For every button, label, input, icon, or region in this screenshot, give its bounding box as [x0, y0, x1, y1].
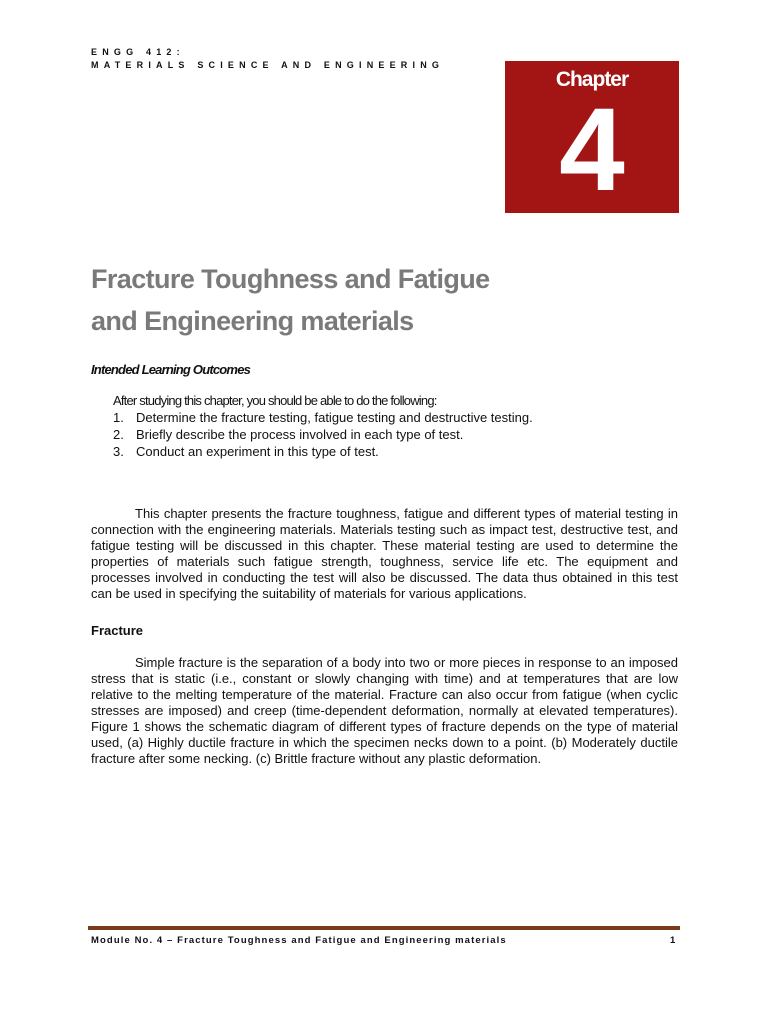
footer-rule: [88, 926, 680, 930]
footer-module-title: Module No. 4 – Fracture Toughness and Fatigue and Engineering materials: [91, 935, 507, 946]
intro-paragraph: [91, 506, 678, 602]
fracture-heading: Fracture: [91, 623, 144, 638]
list-item-number: 1.: [113, 410, 124, 425]
page-number: 1: [670, 935, 676, 946]
course-name: MATERIALS SCIENCE AND ENGINEERING: [91, 60, 445, 70]
learning-outcomes-intro: After studying this chapter, you should be able to do the following:: [113, 393, 437, 408]
list-item: [113, 409, 533, 426]
list-item-text: Conduct an experiment in this type of test.: [136, 444, 379, 459]
course-code: ENGG 412:: [91, 47, 185, 57]
title-line-2: and Engineering materials: [91, 306, 414, 336]
fracture-paragraph: [91, 655, 678, 767]
course-header: [91, 46, 444, 72]
list-item-text: Briefly describe the process involved in each type of test.: [136, 427, 464, 442]
list-item-number: 3.: [113, 444, 124, 459]
list-item: [113, 443, 533, 460]
list-item: [113, 426, 533, 443]
chapter-badge: [505, 61, 679, 216]
chapter-label: Chapter: [555, 68, 629, 91]
list-item-number: 2.: [113, 427, 124, 442]
learning-outcomes-heading: Intended Learning Outcomes: [91, 362, 251, 377]
list-item-text: Determine the fracture testing, fatigue testing and destructive testing.: [136, 410, 533, 425]
intro-paragraph-text: This chapter presents the fracture toughness, fatigue and different types of material testing in connection with the engineering materials. Materials testing such as impact test, destructive test, and fatigue testing will be discussed in this chapter. These material testing are used to determine the properties of materials such fatigue strength, toughness, service life etc. The equipment and processes involved in conducting the test will also be discussed. The data thus obtained in this test can be used in specifying the suitability of materials for various applications.: [91, 506, 678, 601]
chapter-number: 4: [559, 84, 625, 216]
learning-outcomes-list: [113, 409, 533, 460]
title-line-1: Fracture Toughness and Fatigue: [91, 264, 490, 294]
fracture-paragraph-text: Simple fracture is the separation of a body into two or more pieces in response to an imposed stress that is static (i.e., constant or slowly changing with time) and at temperatures that are low relative to the melting temperature of the material. Fracture can also occur from fatigue (when cyclic stresses are imposed) and creep (time-dependent deformation, normally at elevated temperatures). Figure 1 shows the schematic diagram of different types of fracture depends on the type of material used, (a) Highly ductile fracture in which the specimen necks down to a point. (b) Moderately ductile fracture after some necking. (c) Brittle fracture without any plastic deformation.: [91, 655, 678, 766]
page-title: [91, 258, 651, 342]
